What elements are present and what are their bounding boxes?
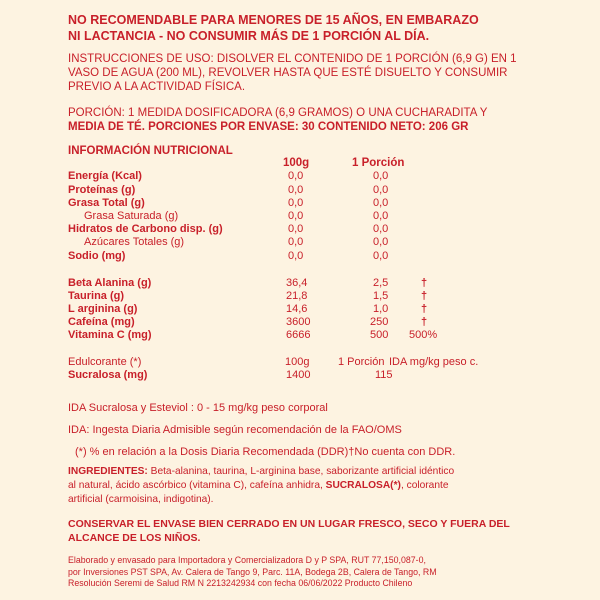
portion-text: PORCIÓN: 1 MEDIDA DOSIFICADORA (6,9 GRAMOS) O UNA CUCHARADITA Y MEDIA DE TÉ. PORCIONES POR ENVASE: 30 CONTENIDO NETO: 206 GR (68, 107, 488, 133)
warning-text: NO RECOMENDABLE PARA MENORES DE 15 AÑOS, EN EMBARAZO NI LACTANCIA - NO CONSUMIR MÁS DE 1 PORCIÓN AL DÍA. (68, 13, 479, 43)
active-label: Beta Alanina (g) (68, 277, 152, 289)
active-label: Cafeína (mg) (68, 316, 135, 328)
active-value-100g: 3600 (286, 316, 311, 328)
sucralose-value-portion: 115 (375, 369, 393, 381)
active-value-100g: 36,4 (286, 277, 308, 289)
active-value-100g: 14,6 (286, 303, 308, 315)
active-label: Taurina (g) (68, 290, 125, 302)
row-label: Grasa Saturada (g) (84, 210, 179, 222)
col-header-100g: 100g (283, 157, 310, 169)
row-value-portion: 0,0 (373, 210, 389, 222)
row-label: Azúcares Totales (g) (84, 236, 185, 248)
ingredients-text: INGREDIENTES: Beta-alanina, taurina, L-arginina base, saborizante artificial idéntico al natural, ácido ascórbico (vitamina C), cafeína anhidra, SUCRALOSA(*), colorante artificial (carmoisina, indigotina). (68, 466, 455, 505)
row-value-portion: 0,0 (373, 250, 389, 262)
dagger-mark: † (421, 290, 428, 302)
row-value-100g: 0,0 (288, 210, 304, 222)
row-value-100g: 0,0 (288, 170, 304, 182)
ida-definition-note: IDA: Ingesta Diaria Admisible según recomendación de la FAO/OMS (68, 424, 402, 436)
row-value-portion: 0,0 (373, 197, 389, 209)
active-value-portion: 1,5 (373, 290, 389, 302)
nutrition-title: INFORMACIÓN NUTRICIONAL (68, 145, 233, 157)
sweetener-col-ida: IDA mg/kg peso c. (389, 356, 479, 368)
row-label: Grasa Total (g) (68, 197, 145, 209)
sweetener-col-100g: 100g (285, 356, 310, 368)
row-value-portion: 0,0 (373, 184, 389, 196)
col-header-portion: 1 Porción (352, 157, 405, 169)
dagger-mark: † (421, 303, 428, 315)
row-value-100g: 0,0 (288, 184, 304, 196)
row-label: Proteínas (g) (68, 184, 136, 196)
row-value-100g: 0,0 (288, 223, 304, 235)
ddr-percent: 500% (409, 329, 438, 341)
row-value-portion: 0,0 (373, 223, 389, 235)
active-value-100g: 21,8 (286, 290, 308, 302)
row-value-100g: 0,0 (288, 197, 304, 209)
dagger-mark: † (421, 277, 428, 289)
instructions-text: INSTRUCCIONES DE USO: DISOLVER EL CONTENIDO DE 1 PORCIÓN (6,9 G) EN 1 VASO DE AGUA (200 ML), REVOLVER HASTA QUE ESTÉ DISUELTO Y CONSUMIR PREVIO A LA ACTIVIDAD FÍSICA. (68, 53, 517, 93)
sucralose-label: Sucralosa (mg) (68, 369, 148, 381)
active-value-portion: 250 (370, 316, 389, 328)
row-label: Hidratos de Carbono disp. (g) (68, 223, 223, 235)
row-value-100g: 0,0 (288, 250, 304, 262)
sweetener-label: Edulcorante (*) (68, 356, 142, 368)
active-value-portion: 2,5 (373, 277, 389, 289)
row-label: Sodio (mg) (68, 250, 126, 262)
dagger-mark: † (421, 316, 428, 328)
sucralose-value-100g: 1400 (286, 369, 311, 381)
row-label: Energía (Kcal) (68, 170, 142, 182)
ingredients-heading: INGREDIENTES: (68, 466, 148, 477)
ida-range-note: IDA Sucralosa y Esteviol : 0 - 15 mg/kg peso corporal (68, 402, 328, 414)
active-value-portion: 500 (370, 329, 389, 341)
manufacturer-text: Elaborado y envasado para Importadora y Comercializadora D y P SPA, RUT 77,150,087-0, por Inversiones PST SPA, Av. Calera de Tango 9, Parc. 11A, Bodega 2B, Calera de Tango, RM Resolución Seremi de Salud RM N 2213242934 con fecha 06/06/2022 Producto Chileno (68, 555, 437, 588)
row-value-100g: 0,0 (288, 236, 304, 248)
active-label: L arginina (g) (68, 303, 138, 315)
storage-text: CONSERVAR EL ENVASE BIEN CERRADO EN UN LUGAR FRESCO, SECO Y FUERA DEL ALCANCE DE LOS NIÑOS. (68, 518, 510, 544)
active-label: Vitamina C (mg) (68, 329, 152, 341)
ddr-note: (*) % en relación a la Dosis Diaria Recomendada (DDR)†No cuenta con DDR. (75, 446, 456, 458)
active-value-100g: 6666 (286, 329, 311, 341)
active-value-portion: 1,0 (373, 303, 389, 315)
sweetener-col-portion: 1 Porción (338, 356, 385, 368)
row-value-portion: 0,0 (373, 236, 389, 248)
row-value-portion: 0,0 (373, 170, 389, 182)
